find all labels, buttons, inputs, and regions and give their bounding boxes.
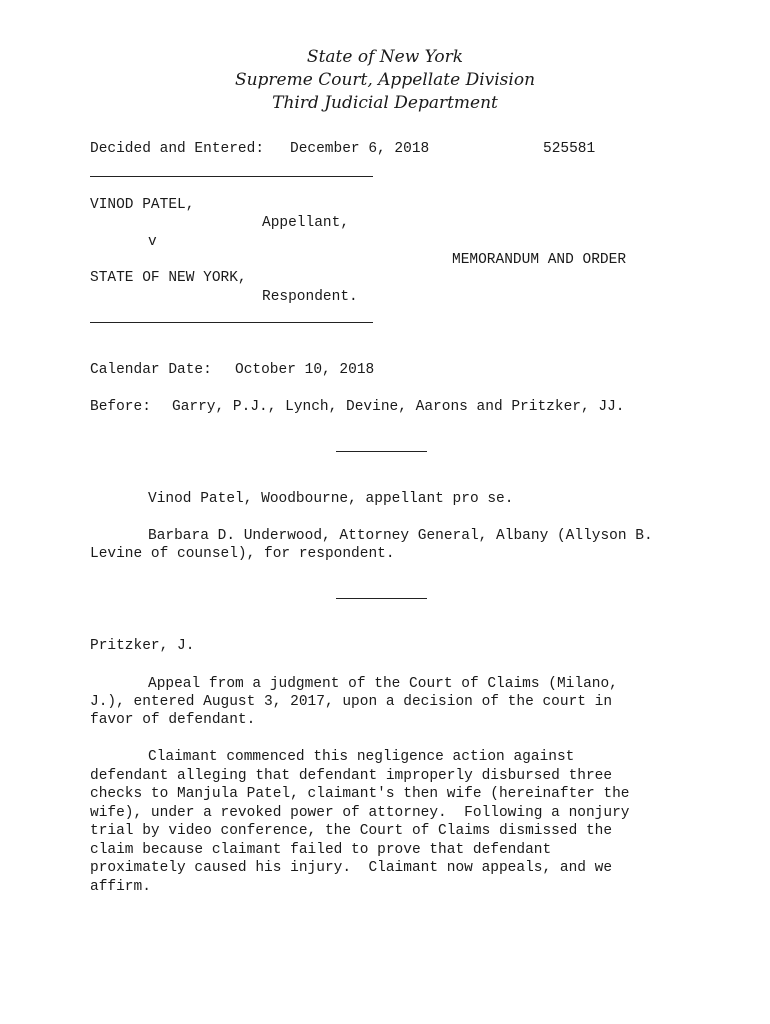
opinion-paragraph-line: defendant alleging that defendant improperly disbursed three [90, 768, 613, 784]
decided-label: Decided and Entered: [90, 141, 265, 157]
panel-label: Before: [90, 399, 151, 415]
opinion-author: Pritzker, J. [90, 638, 195, 654]
docket-number: 525581 [543, 141, 596, 157]
opinion-paragraph-line: Claimant commenced this negligence action against [148, 749, 575, 765]
opinion-paragraph-line: favor of defendant. [90, 712, 256, 728]
respondent-name: STATE OF NEW YORK, [90, 270, 247, 286]
section-divider [336, 451, 427, 452]
document-type: MEMORANDUM AND ORDER [452, 252, 627, 268]
opinion-paragraph-line: trial by video conference, the Court of Claims dismissed the [90, 823, 613, 839]
court-header [0, 46, 770, 115]
decided-date: December 6, 2018 [290, 141, 430, 157]
calendar-label: Calendar Date: [90, 362, 212, 378]
court-name: Supreme Court, Appellate Division [234, 70, 536, 90]
opinion-paragraph-line: checks to Manjula Patel, claimant's then wife (hereinafter the [90, 786, 630, 802]
opinion-paragraph-line: J.), entered August 3, 2017, upon a decision of the court in [90, 694, 613, 710]
opinion-paragraph-line: wife), under a revoked power of attorney. Following a nonjury [90, 805, 630, 821]
appellant-role: Appellant, [262, 215, 350, 231]
versus: v [148, 234, 157, 250]
counsel-appellant: Vinod Patel, Woodbourne, appellant pro se. [148, 491, 514, 507]
section-divider [336, 598, 427, 599]
counsel-respondent-line: Barbara D. Underwood, Attorney General, Albany (Allyson B. [148, 528, 653, 544]
opinion-paragraph-line: proximately caused his injury. Claimant now appeals, and we [90, 860, 613, 876]
caption-top-rule [90, 176, 373, 177]
court-state: State of New York [306, 47, 464, 67]
opinion-paragraph-line: Appeal from a judgment of the Court of Claims (Milano, [148, 676, 618, 692]
respondent-role: Respondent. [262, 289, 358, 305]
panel-judges: Garry, P.J., Lynch, Devine, Aarons and Pritzker, JJ. [172, 399, 625, 415]
court-department: Third Judicial Department [272, 93, 498, 113]
counsel-respondent-line: Levine of counsel), for respondent. [90, 546, 395, 562]
opinion-paragraph-line: claim because claimant failed to prove that defendant [90, 842, 552, 858]
appellant-name: VINOD PATEL, [90, 197, 195, 213]
opinion-paragraph-line: affirm. [90, 879, 151, 895]
calendar-date: October 10, 2018 [235, 362, 375, 378]
caption-bottom-rule [90, 322, 373, 323]
